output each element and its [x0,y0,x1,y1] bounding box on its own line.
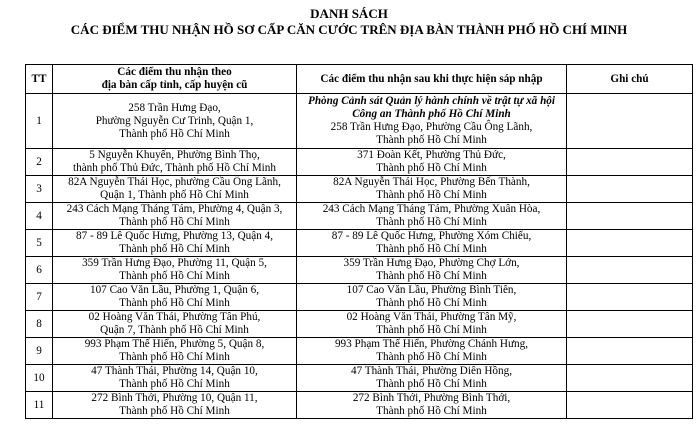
row-number: 3 [26,176,53,203]
old-location-line: Quận 7, Thành phố Hồ Chí Minh [100,324,249,336]
old-location-line: 359 Trần Hưng Đạo, Phường 11, Quận 5, [82,257,267,269]
new-location-line: 82A Nguyễn Thái Học, Phường Bến Thành, [333,176,530,188]
old-location-cell [53,338,297,365]
row-number: 7 [26,284,53,311]
table-row [26,203,693,230]
old-location-line: Thành phố Hồ Chí Minh [119,405,230,417]
new-location-line: Thành phố Hồ Chí Minh [376,405,487,417]
old-location-line: 243 Cách Mạng Tháng Tám, Phường 4, Quận 3, [66,203,283,215]
table-row [26,338,693,365]
new-location-line: Thành phố Hồ Chí Minh [376,162,487,174]
new-location-line: 371 Đoàn Kết, Phường Thủ Đức, [357,149,506,161]
note-cell [567,149,693,176]
new-location-cell [297,94,567,149]
new-location-line: 272 Bình Thới, Phường Bình Thới, [352,392,511,404]
new-location-cell [297,257,567,284]
new-location-cell [297,149,567,176]
old-location-line: Thành phố Hồ Chí Minh [119,378,230,390]
new-location-cell [297,203,567,230]
new-location-agency-line: Công an Thành phố Hồ Chí Minh [352,108,511,120]
table-row [26,257,693,284]
new-location-line: 243 Cách Mạng Tháng Tám, Phường Xuân Hòa, [322,203,541,215]
old-location-line: Thành phố Hồ Chí Minh [119,243,230,255]
note-cell [567,311,693,338]
new-location-line: Thành phố Hồ Chí Minh [376,351,487,363]
new-location-line: 359 Trần Hưng Đạo, Phường Chợ Lớn, [343,257,520,269]
old-location-cell [53,230,297,257]
row-number: 5 [26,230,53,257]
old-location-line: Phường Nguyễn Cư Trinh, Quận 1, [95,114,254,127]
header-tt: TT [26,65,53,94]
old-location-line: Thành phố Hồ Chí Minh [119,270,230,282]
old-location-cell [53,176,297,203]
old-location-line: 993 Phạm Thế Hiển, Phường 5, Quận 8, [84,338,265,350]
new-location-line: Thành phố Hồ Chí Minh [376,243,487,255]
row-number: 6 [26,257,53,284]
table-row [26,230,693,257]
old-location-cell [53,284,297,311]
new-location-line: 993 Phạm Thế Hiển, Phường Chánh Hưng, [334,338,529,350]
locations-table [25,64,693,419]
old-location-line: 87 - 89 Lê Quốc Hưng, Phường 13, Quận 4, [75,230,274,242]
new-location-line: Thành phố Hồ Chí Minh [376,378,487,390]
header-new-locations: Các điểm thu nhận sau khi thực hiện sáp nhập [297,65,567,94]
header-old-line2: địa bàn cấp tỉnh, cấp huyện cũ [101,79,248,91]
table-row [26,311,693,338]
old-location-line: Thành phố Hồ Chí Minh [119,216,230,228]
new-location-line: 02 Hoàng Văn Thái, Phường Tân Mỹ, [346,311,517,323]
new-location-line: Thành phố Hồ Chí Minh [376,297,487,309]
new-location-line: Thành phố Hồ Chí Minh [376,216,487,228]
table-row [26,149,693,176]
header-note: Ghi chú [567,65,693,94]
new-location-cell [297,284,567,311]
note-cell [567,257,693,284]
table-row [26,284,693,311]
old-location-cell [53,311,297,338]
note-cell [567,94,693,149]
header-old-line1: Các điểm thu nhận theo [117,66,232,78]
note-cell [567,365,693,392]
new-location-cell [297,230,567,257]
old-location-line: Thành phố Hồ Chí Minh [119,351,230,363]
old-location-cell [53,365,297,392]
old-location-cell [53,149,297,176]
new-location-line: Thành phố Hồ Chí Minh [376,270,487,282]
old-location-line: 82A Nguyễn Thái Học, phường Cầu Ông Lãnh, [68,176,281,188]
old-location-line: 258 Trần Hưng Đạo, [128,101,221,114]
old-location-line: Quận 1, Thành phố Hồ Chí Minh [100,189,249,201]
note-cell [567,203,693,230]
old-location-cell [53,257,297,284]
new-location-line: 258 Trần Hưng Đạo, Phường Cầu Ông Lãnh, [330,121,533,133]
old-location-line: thành phố Thủ Đức, Thành phố Hồ Chí Minh [73,162,276,174]
note-cell [567,230,693,257]
old-location-line: 47 Thành Thái, Phường 14, Quận 10, [91,365,258,377]
old-location-line: 5 Nguyễn Khuyến, Phường Bình Thọ, [89,149,260,161]
table-row [26,176,693,203]
new-location-line: 47 Thành Thái, Phường Diên Hồng, [350,365,513,377]
row-number: 9 [26,338,53,365]
old-location-line: 272 Bình Thới, Phường 10, Quận 11, [91,392,258,404]
new-location-line: 107 Cao Văn Lầu, Phường Bình Tiên, [346,284,517,296]
new-location-line: Thành phố Hồ Chí Minh [376,324,487,336]
old-location-line: Thành phố Hồ Chí Minh [119,127,230,140]
row-number: 1 [26,94,53,149]
table-row [26,392,693,419]
row-number: 10 [26,365,53,392]
old-location-line: Thành phố Hồ Chí Minh [119,297,230,309]
new-location-cell [297,365,567,392]
table-header-row [26,65,693,94]
new-location-cell [297,176,567,203]
old-location-cell [53,392,297,419]
table-row [26,94,693,149]
old-location-cell [53,203,297,230]
document-subtitle: CÁC ĐIỂM THU NHẬN HỒ SƠ CẤP CĂN CƯỚC TRÊN ĐỊA BÀN THÀNH PHỐ HỒ CHÍ MINH [70,22,628,37]
note-cell [567,284,693,311]
new-location-cell [297,311,567,338]
row-number: 11 [26,392,53,419]
note-cell [567,338,693,365]
row-number: 8 [26,311,53,338]
note-cell [567,392,693,419]
row-number: 2 [26,149,53,176]
old-location-line: 02 Hoàng Văn Thái, Phường Tân Phú, [88,311,261,323]
new-location-line: Thành phố Hồ Chí Minh [376,134,487,146]
note-cell [567,176,693,203]
header-old-locations [53,65,297,94]
new-location-cell [297,338,567,365]
old-location-line: 107 Cao Văn Lầu, Phường 1, Quận 6, [89,284,259,296]
document-title: DANH SÁCH [310,6,388,21]
new-location-cell [297,392,567,419]
new-location-line: Thành phố Hồ Chí Minh [376,189,487,201]
row-number: 4 [26,203,53,230]
old-location-cell [53,94,297,149]
table-row [26,365,693,392]
new-location-agency-line: Phòng Cảnh sát Quản lý hành chính về trật tự xã hội [308,95,555,107]
new-location-line: 87 - 89 Lê Quốc Hưng, Phường Xóm Chiếu, [331,230,532,242]
